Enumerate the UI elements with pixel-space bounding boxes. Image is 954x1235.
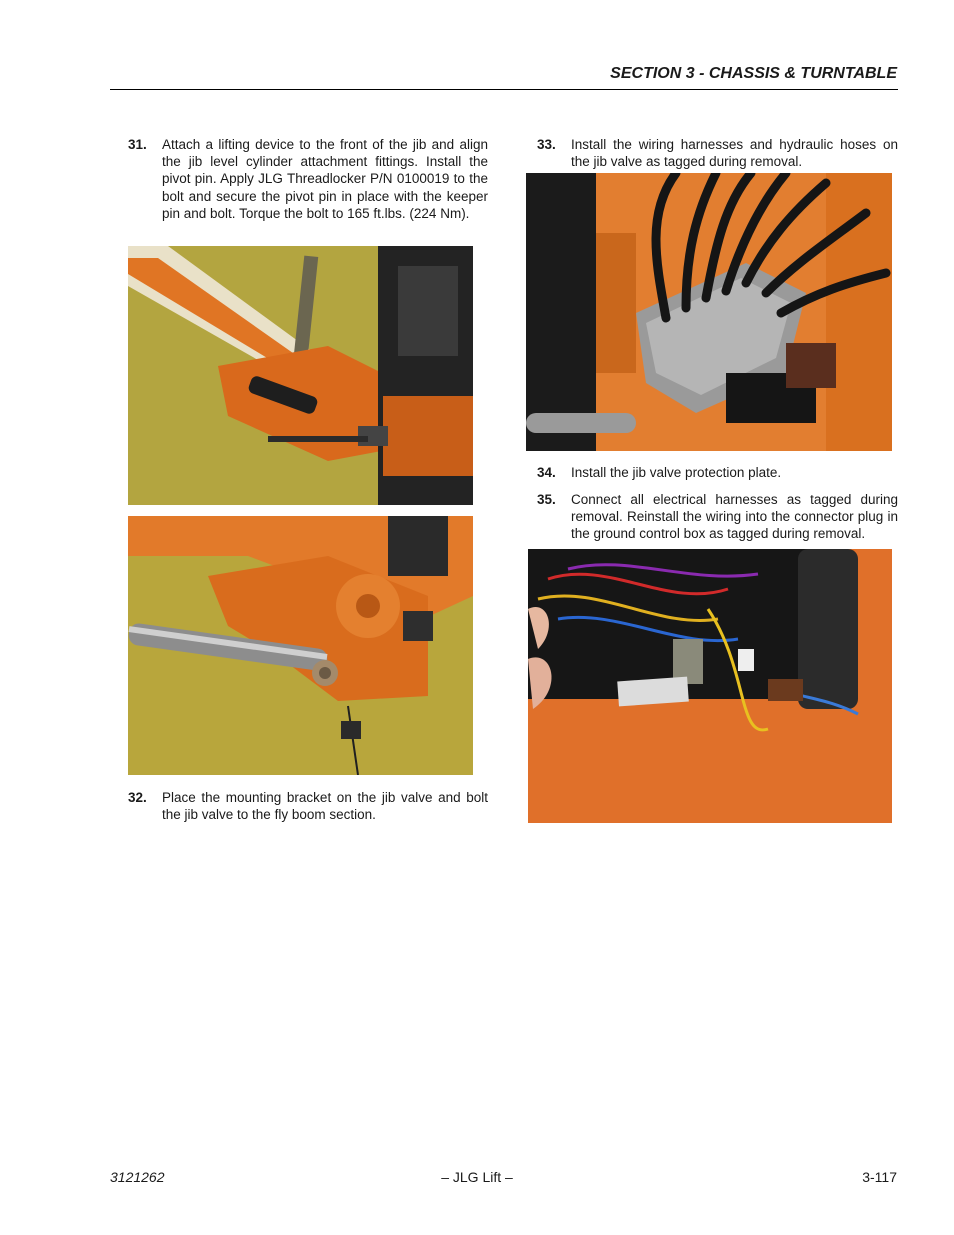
step-31 [128, 136, 488, 240]
photo-jib-lifting [128, 246, 473, 505]
step-33 [537, 136, 898, 172]
step-text: Install the jib valve protection plate. [571, 465, 782, 480]
photo-ground-control-box [528, 549, 892, 823]
footer-page-number: 3-117 [862, 1169, 897, 1185]
photo-jib-valve-hoses [526, 173, 892, 451]
step-34 [537, 464, 898, 482]
step-text: Install the wiring harnesses and hydraulic hoses on the jib valve as tagged during removal. [571, 137, 898, 170]
step-32 [128, 789, 488, 825]
step-35 [537, 491, 898, 545]
footer-doc-number: 3121262 [110, 1169, 165, 1185]
step-number: 33. [537, 137, 556, 152]
section-header-title: SECTION 3 - CHASSIS & TURNTABLE [610, 65, 897, 82]
step-number: 35. [537, 492, 556, 507]
step-text: Place the mounting bracket on the jib valve and bolt the jib valve to the fly boom section. [162, 790, 488, 823]
step-text: Attach a lifting device to the front of the jib and align the jib level cylinder attachment fittings. Install the pivot pin. Apply JLG Threadlocker P/N 0100019 to the bolt and secure the pivot pin in place with the keeper pin and bolt. Torque the bolt to 165 ft.lbs. (224 Nm). [162, 137, 488, 221]
footer-publisher: – JLG Lift – [441, 1169, 513, 1185]
step-text: Connect all electrical harnesses as tagged during removal. Reinstall the wiring into the connector plug in the ground control box as tagged during removal. [571, 492, 898, 542]
photo-pivot-pin [128, 516, 473, 775]
step-number: 31. [128, 137, 147, 152]
header-rule [110, 89, 898, 90]
step-number: 32. [128, 790, 147, 805]
step-number: 34. [537, 465, 556, 480]
